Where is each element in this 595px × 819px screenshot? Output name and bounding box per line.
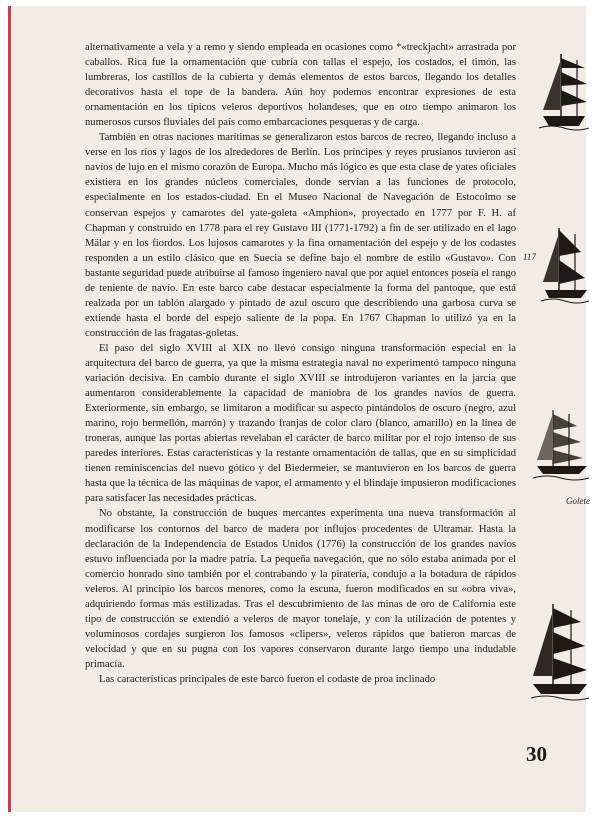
body-text — [85, 40, 516, 687]
paragraph: Las características principales de este barco fueron el codaste de proa inclinado — [99, 673, 436, 685]
ship-illustration — [533, 406, 589, 486]
paragraph: El paso del siglo XVIII al XIX no llevó consigo ninguna transformación especial en la arquitectura del barco de guerra, ya que la misma estrategia naval no experimentó tampoco ninguna variación decisiva. En cambio durante el siglo XVIII se introdujeron variantes en la jarcia que aumentaron considerablemente la capacidad de maniobra de los grandes navíos de guerra. Exteriormente, sin embargo, se limitaron a modificar su aspecto pintándolos de oscuro (negro, azul marino, rojo bermellón, marrón) y trazando franjas de color claro (blanco, amarillo) en la línea de troneras, aunque las portas abiertas revelaban el carácter de barco militar por el rojo intenso de sus paredes interiores. Estas características y la restante ornamentación de tallas, que en su simplicidad tienen reminiscencias del nuevo gótico y del Biedermeier, se mantuvieron en los barcos de guerra hasta que la técnica de las máquinas de vapor, el armamento y el blindaje impusieron modificaciones para satisfacer las necesidades prácticas. — [85, 342, 516, 505]
paragraph: No obstante, la construcción de buques mercantes experimenta una nueva transformación al modificarse los contornos del barco de madera por influjos procedentes de Ultramar. Hasta la declaración de la Independencia de Estados Unidos (1776) la construcción de los grandes navíos estuvo influenciada por la madre patria. La pequeña navegación, que no sólo estaba animada por el comercio honrado sino también por el contrabando y la piratería, condujo a la botadura de rápidos veleros. Al principio los barcos menores, como la escuna, fueron modificados en su «obra viva», adquiriendo formas más estilizadas. Tras el descubrimiento de las minas de oro de California este tipo de construcción se extendió a veleros de mayor tonelaje, y con la utilización de potentes y voluminosos cordajes surgieron los famosos «clipers», veleros rápidos que batieron marcas de velocidad y que en su pugna con los vapores conservaron durante largo tiempo una indudable primacía. — [85, 508, 516, 670]
ship-illustration — [541, 222, 589, 306]
ship-illustration — [539, 46, 589, 134]
book-page — [8, 6, 590, 812]
paragraph: alternativamente a vela y a remo y siendo empleada en ocasiones como *«treckjacht» arrastrada por caballos. Rica fue la ornamentación que cubría con tallas el espejo, los costados, el timón, las lumbreras, los castillos de la cubierta y demás elementos de estos barcos, llegando los detalles decorativos hasta el tope de la bandera. Aún hoy podemos encontrar expresiones de esta ornamentación en los típicos veleros deportivos holandeses, que en otro tiempo animaron los numerosos cursos fluviales del país como embarcaciones pesqueras y de carga. — [85, 42, 516, 129]
paragraph: También en otras naciones marítimas se generalizaron estos barcos de recreo, llegando incluso a verse en los ríos y lagos de los alrededores de Berlín. Los príncipes y reyes prusianos tuvieron así navíos de lujo en el mismo corazón de Europa. Mucho más lógico es que esta clase de yates oficiales existiera en los grandes núcleos comerciales, donde servían a las funciones de protocolo, especialmente en los estados-ciudad. En el Museo Nacional de Navegación de Estocolmo se conservan espejos y camarotes del yate-goleta «Amphion», proyectado en 1777 por F. H. af Chapman y construido en 1778 para el rey Gustavo III (1771-1792) a fin de ser utilizado en el lago Mälar y en los fiordos. Los lujosos camarotes y la fina ornamentación del espejo y de los codastes responden a un estilo clásico que en Suecia se define bajo el nombre de estilo «Gustavo». Con bastante seguridad puede atribuirse al famoso ingeniero naval que por aquel entonces poseía el rango de teniente de navío. En este barco cabe destacar especialmente la forma del pantoque, que está realzada por un tablón alargado y pintado de azul oscuro que describiendo una garbosa curva se extiende hasta el borde del espejo saliente de la popa. En 1767 Chapman lo utilizó ya en la construcción de las fragatas-goletas. — [85, 132, 516, 339]
figure-number: 117 — [523, 252, 536, 262]
caption-fragment: Golete — [566, 496, 590, 506]
page-number: 30 — [526, 742, 547, 766]
ship-illustration — [531, 598, 589, 710]
